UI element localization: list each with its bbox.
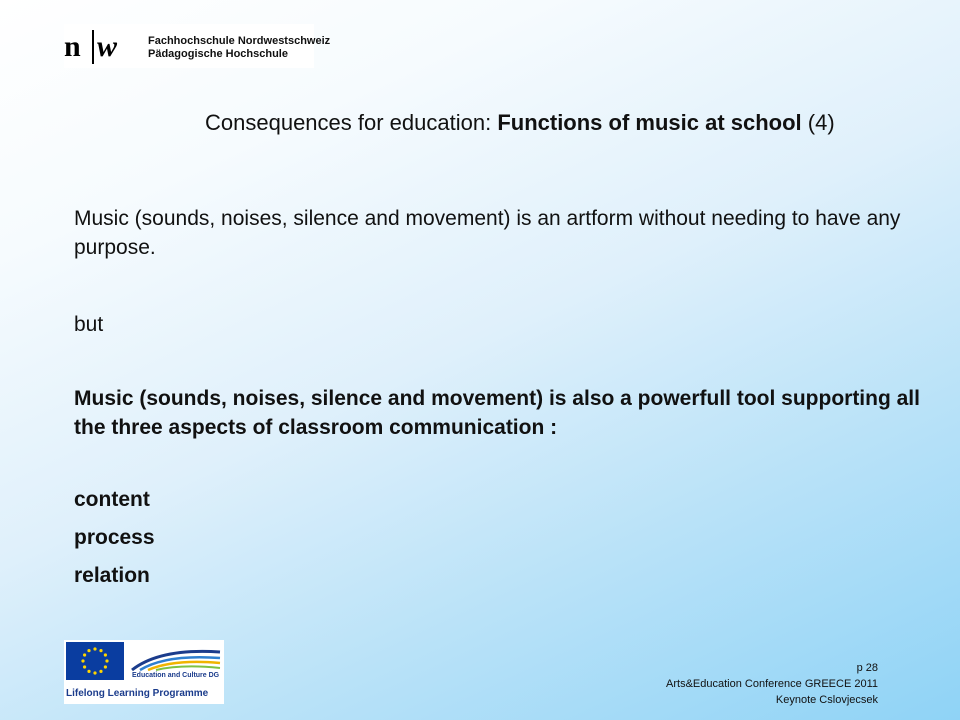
paragraph-tool: Music (sounds, noises, silence and movement) is also a powerfull tool supporting all the three aspects of classroom communication : [74,387,920,439]
programme-label: Lifelong Learning Programme [66,688,209,699]
paragraph-but: but [74,313,104,336]
dg-label: Education and Culture DG [132,672,220,679]
dg-swoosh-icon [130,644,222,672]
eu-stars-icon [66,642,124,680]
title-prefix: Consequences for education: [205,110,498,135]
nw-logo-icon [64,28,134,64]
list-item: content [74,488,150,511]
title-bold: Functions of music at school [497,110,802,135]
logo-text-line2: Pädagogische Hochschule [148,48,288,60]
paragraph-artform: Music (sounds, noises, silence and movement) is an artform without needing to have any purpose. [74,207,901,259]
svg-text:w: w [97,30,118,63]
logo-text-line1: Fachhochschule Nordwestschweiz [148,35,331,47]
title-suffix: (4) [801,110,835,135]
page-number: p 28 [856,662,878,674]
slide-title [205,110,835,136]
list-item: process [74,526,155,549]
footer-conference: Arts&Education Conference GREECE 2011 [666,678,878,690]
eu-programme-logo [64,640,224,704]
footer-speaker: Keynote Cslovjecsek [775,694,878,706]
svg-text:n: n [64,30,81,63]
list-item: relation [74,564,150,587]
eu-flag-icon [66,642,124,680]
fhnw-logo [64,24,331,68]
